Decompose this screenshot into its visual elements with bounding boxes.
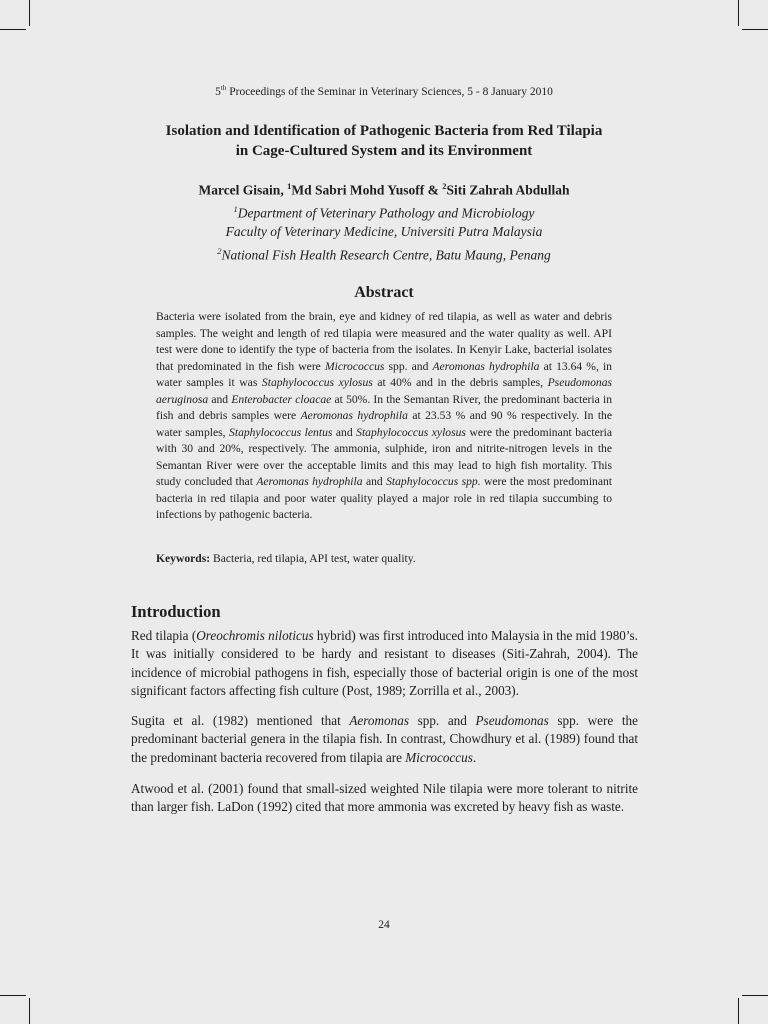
affiliation-2: Faculty of Veterinary Medicine, Universiti Putra Malaysia: [225, 224, 543, 239]
running-header: 5th Proceedings of the Seminar in Veterinary Sciences, 5 - 8 January 2010: [215, 84, 553, 98]
introduction-heading: Introduction: [131, 602, 221, 621]
crop-mark: [29, 998, 30, 1024]
crop-mark: [0, 29, 26, 30]
abstract-heading: Abstract: [354, 284, 414, 301]
crop-mark: [742, 29, 768, 30]
intro-paragraph-3: Atwood et al. (2001) found that small-sized weighted Nile tilapia were more tolerant to nitrite than larger fish. LaDon (1992) cited that more ammonia was excreted by heavy fish as waste.: [131, 781, 638, 815]
crop-mark: [29, 0, 30, 26]
title-line-1: Isolation and Identification of Pathogenic Bacteria from Red Tilapia: [165, 123, 603, 139]
crop-mark: [742, 995, 768, 996]
intro-paragraph-2: Sugita et al. (1982) mentioned that Aeromonas spp. and Pseudomonas spp. were the predominant bacterial genera in the tilapia fish. In contrast, Chowdhury et al. (1989) found that the predominant bacteria recovered from tilapia are Micrococcus.: [131, 713, 638, 765]
author-names: Marcel Gisain, $^1$Md Sabri Mohd Yusoff & $^2$Siti Zahrah Abdullah: [198, 181, 570, 198]
keywords: Keywords: Bacteria, red tilapia, API test, water quality.: [156, 552, 416, 565]
abstract-text: Bacteria were isolated from the brain, eye and kidney of red tilapia, as well as water and debris samples. The weight and length of red tilapia were measured and the water quality as well. API test were done to identify the type of bacteria from the isolates. In Kenyir Lake, bacterial isolates that predominated in the fish were Micrococcus spp. and Aeromonas hydrophila at 13.64 %, in water samples it was Staphylococcus xylosus at 40% and in the debris samples, Pseudomonas aeruginosa and Enterobacter cloacae at 50%. In the Semantan River, the predominant bacteria in fish and debris samples were Aeromonas hydrophila at 23.53 % and 90 % respectively. In the water samples, Staphylococcus lentus and Staphylococcus xylosus were the predominant bacteria with 30 and 20%, respectively. The ammonia, sulphide, iron and nitrite-nitrogen levels in the Semantan River were over the acceptable limits and this may lead to high fish mortality. This study concluded that Aeromonas hydrophila and Staphylococcus spp. were the most predominant bacteria in red tilapia and poor water quality played a major role in red tilapia succumbing to infections by pathogenic bacteria.: [156, 310, 612, 521]
intro-paragraph-1: Red tilapia (Oreochromis niloticus hybrid) was first introduced into Malaysia in the mid 1980’s. It was initially considered to be hardy and resistant to diseases (Siti-Zahrah, 2004). The incidence of microbial pathogens in fish, especially those of bacterial origin is one of the most significant factors affecting fish culture (Post, 1989; Zorrilla et al., 2003).: [131, 628, 638, 698]
title-line-2: in Cage-Cultured System and its Environment: [235, 143, 533, 159]
affiliation-3: $^2$National Fish Health Research Centre, Batu Maung, Penang: [217, 245, 551, 262]
crop-mark: [0, 995, 26, 996]
paper-title: [100, 121, 668, 161]
author-block: [100, 177, 668, 265]
affiliation-1: $^1$Department of Veterinary Pathology and Microbiology: [233, 204, 535, 221]
crop-mark: [738, 0, 739, 26]
page-number: 24: [378, 919, 390, 931]
crop-mark: [738, 998, 739, 1024]
